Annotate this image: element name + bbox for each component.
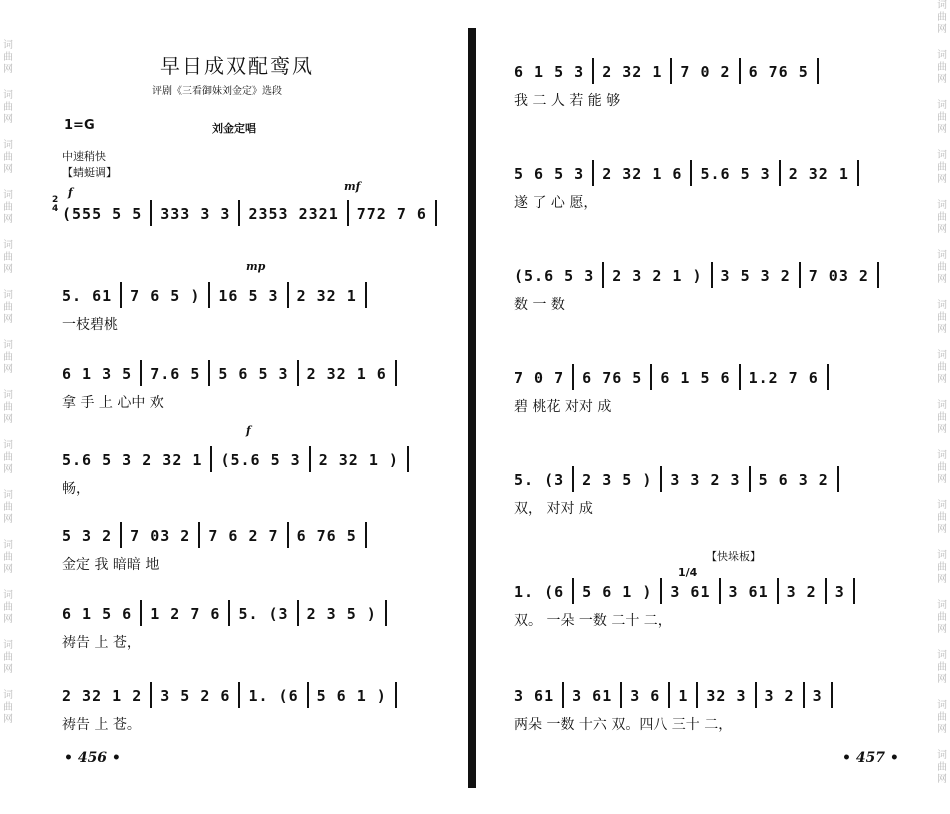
watermark-block <box>936 0 948 36</box>
watermark-char: 词 <box>937 600 947 611</box>
barline <box>877 262 879 288</box>
watermark-char: 网 <box>3 214 13 225</box>
watermark-char: 词 <box>937 100 947 111</box>
barline <box>140 360 142 386</box>
dynamic-mezzo-forte: mf <box>344 180 361 193</box>
watermark-char: 网 <box>937 274 947 285</box>
notation-segment: 5.6 5 3 <box>700 165 771 183</box>
watermark-char: 网 <box>937 224 947 235</box>
watermark-char: 网 <box>3 664 13 675</box>
notation-segment: 333 3 3 <box>160 205 231 223</box>
barline <box>572 578 574 604</box>
notation-segment: (5.6 5 3 <box>220 451 301 469</box>
barline <box>803 682 805 708</box>
lyric-line: 祷告 上 苍。 <box>62 717 141 733</box>
notation-segment: 32 3 <box>706 687 747 705</box>
page-number: • 457 • <box>842 750 899 766</box>
watermark-block <box>2 90 14 126</box>
watermark-block <box>2 40 14 76</box>
lyric-line: 两朵 一数 十六 双。四八 三十 二， <box>514 717 733 733</box>
notation-line <box>62 682 405 708</box>
watermark-char: 网 <box>937 474 947 485</box>
watermark-char: 词 <box>937 350 947 361</box>
watermark-char: 曲 <box>937 112 947 123</box>
notation-segment: 5 6 1 ) <box>582 583 653 601</box>
notation-segment: 1 2 7 6 <box>150 605 221 623</box>
watermark-char: 词 <box>937 750 947 761</box>
barline <box>592 160 594 186</box>
song-subtitle: 评剧《三看御妹刘金定》选段 <box>152 86 282 97</box>
watermark-char: 词 <box>937 700 947 711</box>
lyric-line: 祷告 上 苍， <box>62 635 141 651</box>
watermark-char: 网 <box>3 514 13 525</box>
watermark-char: 词 <box>937 300 947 311</box>
watermark-char: 曲 <box>3 102 13 113</box>
page-number: • 456 • <box>64 750 121 766</box>
watermark-char: 词 <box>3 640 13 651</box>
watermark-char: 网 <box>937 674 947 685</box>
notation-line <box>62 446 417 472</box>
time-signature <box>52 196 58 214</box>
watermark-char: 词 <box>3 340 13 351</box>
notation-segment: 3 61 <box>728 583 769 601</box>
notation-segment: 2 32 1 ) <box>318 451 399 469</box>
notation-segment: 6 1 3 5 <box>62 365 133 383</box>
barline <box>365 282 367 308</box>
watermark-block <box>936 250 948 286</box>
lyric-line: 金定 我 暗暗 地 <box>62 557 160 573</box>
barline <box>739 364 741 390</box>
notation-segment: 2 32 1 <box>788 165 849 183</box>
watermark-char: 曲 <box>937 162 947 173</box>
notation-line <box>62 600 395 626</box>
notation-segment: 3 2 <box>786 583 817 601</box>
time-signature-bottom: 4 <box>52 204 59 214</box>
watermark-char: 词 <box>937 400 947 411</box>
barline <box>208 360 210 386</box>
watermark-block <box>936 150 948 186</box>
notation-segment: 6 1 5 6 <box>660 369 731 387</box>
notation-segment: 2 32 1 <box>602 63 663 81</box>
barline <box>120 282 122 308</box>
watermark-char: 曲 <box>937 712 947 723</box>
barline <box>309 446 311 472</box>
watermark-char: 曲 <box>3 702 13 713</box>
watermark-char: 曲 <box>937 12 947 23</box>
watermark-char: 网 <box>937 724 947 735</box>
barline <box>668 682 670 708</box>
barline <box>287 522 289 548</box>
notation-segment: 6 1 5 6 <box>62 605 133 623</box>
barline <box>719 578 721 604</box>
watermark-char: 词 <box>3 240 13 251</box>
watermark-char: 曲 <box>3 152 13 163</box>
barline <box>837 466 839 492</box>
notation-segment: 5.6 5 3 2 32 1 <box>62 451 203 469</box>
notation-line <box>62 200 445 226</box>
lyric-line: 畅， <box>62 481 90 497</box>
notation-segment: 7 6 5 ) <box>130 287 201 305</box>
watermark-block <box>2 690 14 726</box>
notation-segment: 2 32 1 6 <box>306 365 387 383</box>
barline <box>739 58 741 84</box>
notation-line <box>514 58 827 84</box>
notation-segment: 3 <box>812 687 823 705</box>
barline <box>150 682 152 708</box>
watermark-char: 曲 <box>3 202 13 213</box>
watermark-block <box>936 300 948 336</box>
watermark-char: 网 <box>937 324 947 335</box>
notation-segment: 5 3 2 <box>62 527 113 545</box>
barline <box>198 522 200 548</box>
notation-segment: 2 3 5 ) <box>582 471 653 489</box>
barline <box>755 682 757 708</box>
notation-segment: 3 6 <box>630 687 661 705</box>
watermark-char: 曲 <box>3 602 13 613</box>
barline <box>853 578 855 604</box>
notation-line <box>514 578 863 604</box>
notation-segment: 6 76 5 <box>582 369 643 387</box>
watermark-char: 曲 <box>3 502 13 513</box>
watermark-char: 网 <box>3 64 13 75</box>
barline <box>297 360 299 386</box>
watermark-block <box>2 190 14 226</box>
watermark-block <box>2 340 14 376</box>
notation-segment: 3 61 <box>572 687 613 705</box>
barline <box>287 282 289 308</box>
right-page <box>478 0 918 814</box>
watermark-char: 词 <box>3 540 13 551</box>
watermark-char: 曲 <box>3 252 13 263</box>
watermark-block <box>936 500 948 536</box>
time-signature-top: 2 <box>52 195 59 205</box>
song-title: 早日成双配鸾凤 <box>160 54 314 78</box>
lyric-line: 双。 一朵 一数 二十 二， <box>514 613 672 629</box>
section-marker: 【快垛板】 <box>706 550 761 563</box>
watermark-char: 曲 <box>3 352 13 363</box>
watermark-char: 词 <box>3 440 13 451</box>
notation-segment: 2 32 1 2 <box>62 687 143 705</box>
barline <box>150 200 152 226</box>
barline <box>395 360 397 386</box>
notation-segment: 6 76 5 <box>748 63 809 81</box>
notation-segment: 5 6 5 3 <box>218 365 289 383</box>
notation-segment: 2 3 5 ) <box>306 605 377 623</box>
watermark-char: 网 <box>937 24 947 35</box>
watermark-char: 网 <box>937 774 947 785</box>
watermark-block <box>2 590 14 626</box>
notation-segment: 5 6 1 ) <box>316 687 387 705</box>
barline <box>831 682 833 708</box>
notation-line <box>62 360 405 386</box>
lyric-line: 双， 对对 成 <box>514 501 593 517</box>
tempo-marking: 中速稍快 <box>62 150 106 163</box>
watermark-block <box>2 290 14 326</box>
watermark-char: 网 <box>3 614 13 625</box>
watermark-block <box>2 540 14 576</box>
notation-line <box>62 522 375 548</box>
watermark-char: 词 <box>3 590 13 601</box>
watermark-char: 网 <box>3 464 13 475</box>
barline <box>779 160 781 186</box>
barline <box>799 262 801 288</box>
barline <box>385 600 387 626</box>
singer-credit: 刘金定唱 <box>212 122 256 135</box>
notation-segment: 6 76 5 <box>296 527 357 545</box>
notation-segment: 7.6 5 <box>150 365 201 383</box>
watermark-char: 词 <box>937 50 947 61</box>
watermark-char: 词 <box>3 390 13 401</box>
notation-segment: 2 32 1 <box>296 287 357 305</box>
watermark-char: 词 <box>937 250 947 261</box>
watermark-char: 网 <box>3 264 13 275</box>
watermark-char: 曲 <box>937 362 947 373</box>
book-spine <box>468 28 476 788</box>
watermark-char: 网 <box>3 564 13 575</box>
barline <box>238 682 240 708</box>
barline <box>650 364 652 390</box>
barline <box>238 200 240 226</box>
notation-segment: 7 03 2 <box>130 527 191 545</box>
notation-segment: 3 5 2 6 <box>160 687 231 705</box>
notation-segment: 1.2 7 6 <box>748 369 819 387</box>
watermark-char: 网 <box>937 424 947 435</box>
watermark-char: 词 <box>937 200 947 211</box>
watermark-char: 曲 <box>937 662 947 673</box>
watermark-block <box>2 440 14 476</box>
lyric-line: 遂 了 心 愿， <box>514 195 598 211</box>
barline <box>572 466 574 492</box>
watermark-char: 网 <box>937 574 947 585</box>
barline <box>857 160 859 186</box>
barline <box>228 600 230 626</box>
watermark-char: 曲 <box>3 652 13 663</box>
barline <box>711 262 713 288</box>
dynamic-forte: f <box>68 186 73 199</box>
watermark-right <box>936 0 948 800</box>
barline <box>297 600 299 626</box>
watermark-char: 网 <box>3 414 13 425</box>
watermark-char: 网 <box>3 164 13 175</box>
barline <box>696 682 698 708</box>
lyric-line: 数 一 数 <box>514 297 565 313</box>
watermark-char: 网 <box>937 374 947 385</box>
watermark-char: 词 <box>3 40 13 51</box>
lyric-line: 拿 手 上 心中 欢 <box>62 395 164 411</box>
time-change: 1/4 <box>678 566 698 579</box>
barline <box>602 262 604 288</box>
notation-segment: 6 1 5 3 <box>514 63 585 81</box>
watermark-char: 网 <box>937 124 947 135</box>
watermark-char: 词 <box>3 490 13 501</box>
notation-segment: 3 61 <box>670 583 711 601</box>
notation-segment: 5. (3 <box>514 471 565 489</box>
watermark-block <box>2 490 14 526</box>
lyric-line: 我 二 人 若 能 够 <box>514 93 621 109</box>
watermark-block <box>2 640 14 676</box>
watermark-block <box>936 450 948 486</box>
watermark-block <box>936 200 948 236</box>
watermark-block <box>936 50 948 86</box>
dynamic-mezzo-piano: mp <box>246 260 266 273</box>
key-signature: 1=G <box>64 118 95 133</box>
watermark-char: 网 <box>937 524 947 535</box>
watermark-block <box>936 700 948 736</box>
watermark-block <box>936 350 948 386</box>
watermark-char: 词 <box>937 650 947 661</box>
barline <box>777 578 779 604</box>
watermark-char: 曲 <box>3 452 13 463</box>
notation-segment: 7 0 7 <box>514 369 565 387</box>
barline <box>572 364 574 390</box>
watermark-block <box>936 550 948 586</box>
watermark-block <box>936 100 948 136</box>
barline <box>140 600 142 626</box>
barline <box>120 522 122 548</box>
notation-segment: 3 5 3 2 <box>720 267 791 285</box>
barline <box>407 446 409 472</box>
barline <box>620 682 622 708</box>
watermark-char: 词 <box>937 550 947 561</box>
watermark-char: 曲 <box>3 302 13 313</box>
watermark-char: 曲 <box>3 402 13 413</box>
watermark-block <box>936 750 948 786</box>
barline <box>592 58 594 84</box>
watermark-char: 网 <box>937 174 947 185</box>
watermark-block <box>2 140 14 176</box>
watermark-char: 曲 <box>3 52 13 63</box>
watermark-block <box>936 650 948 686</box>
notation-segment: 3 <box>834 583 845 601</box>
watermark-char: 曲 <box>937 462 947 473</box>
watermark-char: 曲 <box>937 612 947 623</box>
notation-segment: 5 6 3 2 <box>758 471 829 489</box>
barline <box>347 200 349 226</box>
barline <box>435 200 437 226</box>
notation-segment: 2 32 1 6 <box>602 165 683 183</box>
notation-segment: (5.6 5 3 <box>514 267 595 285</box>
watermark-char: 曲 <box>937 312 947 323</box>
watermark-char: 曲 <box>937 62 947 73</box>
barline <box>307 682 309 708</box>
notation-segment: 2353 2321 <box>248 205 339 223</box>
barline <box>827 364 829 390</box>
notation-segment: 1. (6 <box>514 583 565 601</box>
notation-segment: 5. 61 <box>62 287 113 305</box>
notation-segment: 3 61 <box>514 687 555 705</box>
barline <box>660 466 662 492</box>
tune-name: 【蜻蜓调】 <box>62 166 117 179</box>
lyric-line: 一枝碧桃 <box>62 317 118 333</box>
watermark-char: 词 <box>3 90 13 101</box>
barline <box>817 58 819 84</box>
barline <box>562 682 564 708</box>
watermark-char: 网 <box>937 74 947 85</box>
left-page <box>0 0 468 814</box>
watermark-char: 曲 <box>937 762 947 773</box>
notation-line <box>514 160 867 186</box>
watermark-char: 词 <box>3 190 13 201</box>
barline <box>749 466 751 492</box>
notation-segment: (555 5 5 <box>62 205 143 223</box>
watermark-char: 网 <box>937 624 947 635</box>
notation-segment: 3 2 <box>764 687 795 705</box>
notation-segment: 5 6 5 3 <box>514 165 585 183</box>
watermark-char: 词 <box>937 150 947 161</box>
barline <box>660 578 662 604</box>
watermark-char: 词 <box>937 500 947 511</box>
notation-line <box>514 364 837 390</box>
watermark-char: 网 <box>3 364 13 375</box>
watermark-char: 曲 <box>937 412 947 423</box>
notation-line <box>514 262 887 288</box>
watermark-char: 词 <box>3 690 13 701</box>
notation-segment: 1. (6 <box>248 687 299 705</box>
watermark-char: 曲 <box>3 552 13 563</box>
watermark-block <box>2 390 14 426</box>
dynamic-forte-2: f <box>246 424 251 437</box>
watermark-block <box>936 400 948 436</box>
lyric-line: 碧 桃花 对对 成 <box>514 399 612 415</box>
watermark-block <box>2 240 14 276</box>
notation-line <box>514 466 847 492</box>
watermark-char: 词 <box>3 290 13 301</box>
watermark-char: 曲 <box>937 262 947 273</box>
notation-segment: 1 <box>678 687 689 705</box>
notation-segment: 2 3 2 1 ) <box>612 267 703 285</box>
watermark-char: 词 <box>3 140 13 151</box>
notation-segment: 7 6 2 7 <box>208 527 279 545</box>
watermark-left <box>2 40 14 740</box>
notation-segment: 16 5 3 <box>218 287 279 305</box>
notation-segment: 7 0 2 <box>680 63 731 81</box>
notation-line <box>62 282 375 308</box>
watermark-char: 曲 <box>937 212 947 223</box>
notation-segment: 772 7 6 <box>356 205 427 223</box>
barline <box>365 522 367 548</box>
barline <box>690 160 692 186</box>
watermark-char: 曲 <box>937 512 947 523</box>
notation-segment: 5. (3 <box>238 605 289 623</box>
watermark-char: 网 <box>3 114 13 125</box>
watermark-char: 词 <box>937 0 947 11</box>
watermark-char: 曲 <box>937 562 947 573</box>
barline <box>210 446 212 472</box>
watermark-char: 网 <box>3 714 13 725</box>
watermark-char: 网 <box>3 314 13 325</box>
barline <box>670 58 672 84</box>
notation-segment: 3 3 2 3 <box>670 471 741 489</box>
barline <box>208 282 210 308</box>
notation-segment: 7 03 2 <box>808 267 869 285</box>
barline <box>395 682 397 708</box>
watermark-block <box>936 600 948 636</box>
notation-line <box>514 682 841 708</box>
watermark-char: 词 <box>937 450 947 461</box>
barline <box>825 578 827 604</box>
